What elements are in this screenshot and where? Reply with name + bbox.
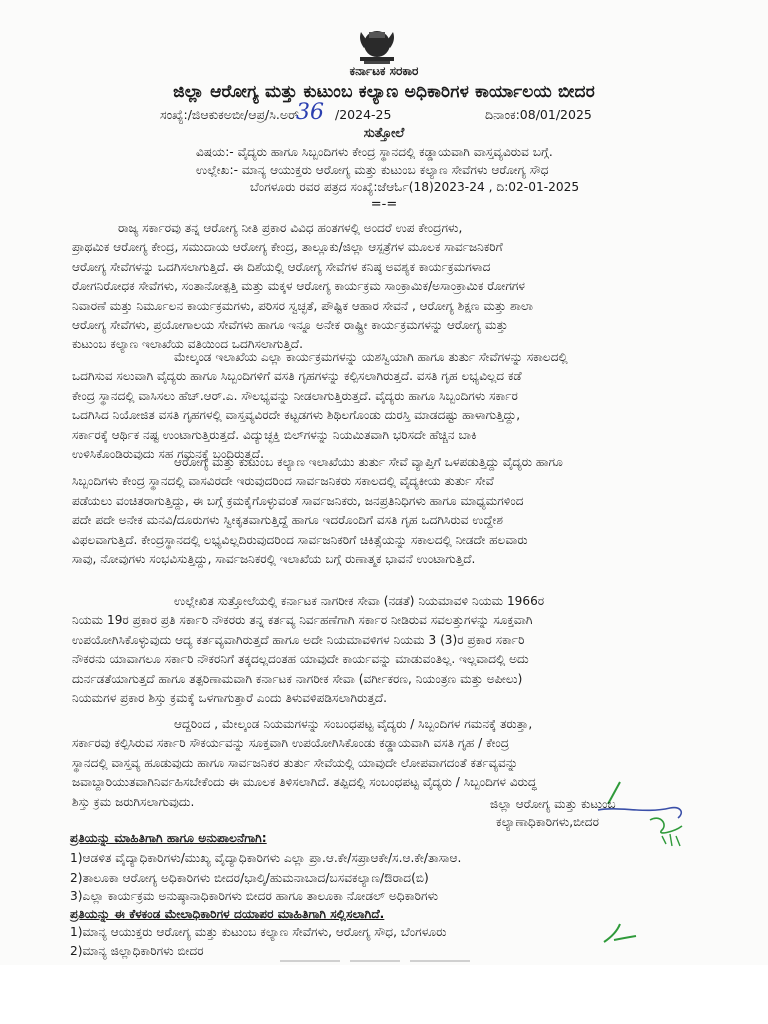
circular-title: ಸುತ್ತೋಲೆ: [363, 126, 405, 141]
body-paragraph-4: [72, 592, 732, 708]
paragraph-line: ಸಾವು, ನೋವುಗಳು ಸಂಭವಿಸುತ್ತಿದ್ದು, ಸಾರ್ವಜನಿಕರಲ್ಲಿ ಇಲಾಖೆಯ ಬಗ್ಗೆ ರುಣಾತ್ಮಕ ಭಾವನೆ ಉಂಟಾಗುತ್ತಿದೆ.: [72, 552, 476, 567]
body-paragraph-3: [72, 453, 732, 569]
distribution-item: 2)ತಾಲೂಕಾ ಆರೋಗ್ಯ ಅಧಿಕಾರಿಗಳು ಬೀದರ/ಭಾಲ್ಕಿ/ಹುಮನಾಬಾದ/ಬಸವಕಲ್ಯಾಣ/ಔರಾದ(ಬಿ): [70, 871, 429, 885]
separator-mark: =-=: [370, 197, 398, 212]
paragraph-line: ನಿಯಮಗಳ ಪ್ರಕಾರ ಶಿಸ್ತು ಕ್ರಮಕ್ಕೆ ಒಳಗಾಗುತ್ತಾರೆ ಎಂದು ತಿಳುವಳಿಪಡಿಸಲಾಗಿರುತ್ತದೆ.: [72, 691, 387, 706]
paragraph-line: ಸ್ಥಾನದಲ್ಲಿ ವಾಸ್ತವ್ಯ ಹೂಡುವುದು ಹಾಗೂ ಸಾರ್ವಜನಿಕರ ತುರ್ತು ಸೇವೆಯಲ್ಲಿ ಯಾವುದೇ ಲೋಪವಾಗದಂತೆ ಕರ್ತವ್ಯವನ್ನು: [72, 755, 518, 770]
signatory-line-1: ಜಿಲ್ಲಾ ಆರೋಗ್ಯ ಮತ್ತು ಕುಟುಂಬ: [490, 797, 616, 811]
reference-number-prefix: ಸಂಖ್ಯೆ:/ಜಿಆಕುಕಅಬೀ/ಆಪ್ರ/ಸಿ.ಅರ್: [160, 107, 299, 122]
paragraph-line: ಆರೋಗ್ಯ ಸೇವೆಗಳನ್ನು ಒದಗಿಸಲಾಗುತ್ತಿದೆ. ಈ ದಿಶೆಯಲ್ಲಿ ಆರೋಗ್ಯ ಸೇವೆಗಳ ಕನಿಷ್ಠ ಅವಶ್ಯಕ ಕಾರ್ಯಕ್ರಮಗಳಾದ: [72, 259, 491, 274]
paragraph-line: ನಿಯಮ 19ರ ಪ್ರಕಾರ ಪ್ರತಿ ಸರ್ಕಾರಿ ನೌಕರರು ತನ್ನ ಕರ್ತವ್ಯ ನಿರ್ವಹಣೆಗಾಗಿ ಸರ್ಕಾರ ನೀಡಿರುವ ಸವಲತ್ತುಗಳನ್ನು ಸೂಕ್ತವಾಗಿ: [72, 613, 533, 628]
paragraph-line: ಸಿಬ್ಬಂದಿಗಳು ಕೇಂದ್ರ ಸ್ಥಾನದಲ್ಲಿ ವಾಸವಿರದೇ ಇರುವುದರಿಂದ ಸಾರ್ವಜನಿಕರು ಸಕಾಲದಲ್ಲಿ ವೈದ್ಯಕೀಯ ತುರ್ತು ಸೇವೆ: [72, 474, 494, 489]
document-date: ದಿನಾಂಕ:08/01/2025: [485, 107, 592, 122]
paragraph-line: ಶಿಸ್ತು ಕ್ರಮ ಜರುಗಿಸಲಾಗುವುದು.: [72, 794, 195, 809]
distribution-item: 2)ಮಾನ್ಯ ಜಿಲ್ಲಾಧಿಕಾರಿಗಳು ಬೀದರ: [70, 944, 204, 958]
paragraph-line: ಉಲ್ಲೇಖಿತ ಸುತ್ತೋಲೆಯಲ್ಲಿ ಕರ್ನಾಟಕ ನಾಗರೀಕ ಸೇವಾ (ನಡತೆ) ನಿಯಮಾವಳಿ ನಿಯಮ 1966ರ: [174, 594, 545, 608]
green-tick-mark-icon: [600, 912, 640, 952]
paragraph-line: ಆದ್ದರಿಂದ , ಮೇಲ್ಕಂಡ ನಿಯಮಗಳನ್ನು ಸಂಬಂಧಪಟ್ಟ ವೈದ್ಯರು / ಸಿಬ್ಬಂದಿಗಳ ಗಮನಕ್ಕೆ ತರುತ್ತಾ,: [174, 717, 533, 731]
subject-line: ವಿಷಯ:- ವೈದ್ಯರು ಹಾಗೂ ಸಿಬ್ಬಂದಿಗಳು ಕೇಂದ್ರ ಸ್ಥಾನದಲ್ಲಿ ಕಡ್ಡಾಯವಾಗಿ ವಾಸ್ತವ್ಯವಿರುವ ಬಗ್ಗೆ.: [196, 145, 553, 159]
paragraph-line: ಕುಟುಂಬ ಕಲ್ಯಾಣ ಇಲಾಖೆಯ ವತಿಯಿಂದ ಒದಗಿಸಲಾಗುತ್ತಿದೆ.: [72, 337, 303, 352]
office-title: ಜಿಲ್ಲಾ ಆರೋಗ್ಯ ಮತ್ತು ಕುಟುಂಬ ಕಲ್ಯಾಣ ಅಧಿಕಾರಿಗಳ ಕಾರ್ಯಾಲಯ ಬೀದರ: [173, 82, 595, 102]
distribution-item: 1)ಆಡಳಿತ ವೈದ್ಯಾಧಿಕಾರಿಗಳು/ಮುಖ್ಯ ವೈದ್ಯಾಧಿಕಾರಿಗಳು ಎಲ್ಲಾ ಪ್ರಾ.ಆ.ಕೇ/ಸಪ್ರಾಆಕೇ/ಸ.ಆ.ಕೇ/ತಾಸಾಆ.: [70, 851, 462, 865]
distribution-heading-1: ಪ್ರತಿಯನ್ನು ಮಾಹಿತಿಗಾಗಿ ಹಾಗೂ ಅನುಪಾಲನೆಗಾಗಿ:: [70, 831, 267, 845]
paragraph-line: ಜವಾಬ್ದಾರಿಯುತವಾಗಿನಿರ್ವಹಿಸಬೇಕೆಂದು ಈ ಮೂಲಕ ತಿಳಿಸಲಾಗಿದೆ. ತಪ್ಪಿದಲ್ಲಿ ಸಂಬಂಧಪಟ್ಟ ವೈದ್ಯರು / ಸಿಬ್ಬಂದಿಗಳ ವಿರುದ್ಧ: [72, 775, 537, 790]
handwritten-signature-icon: [590, 780, 700, 850]
distribution-heading-2: ಪ್ರತಿಯನ್ನು ಈ ಕೆಳಕಂಡ ಮೇಲಾಧಿಕಾರಿಗಳ ದಯಾಪರ ಮಾಹಿತಿಗಾಗಿ ಸಲ್ಲಿಸಲಾಗಿದೆ.: [70, 907, 385, 921]
paragraph-line: ನಿವಾರಣೆ ಮತ್ತು ನಿರ್ಮೂಲನ ಕಾರ್ಯಕ್ರಮಗಳು, ಪರಿಸರ ಸ್ವಚ್ಛತೆ, ಪೌಷ್ಟಿಕ ಆಹಾರ ಸೇವನೆ , ಆರೋಗ್ಯ ಶಿಕ್ಷಣ ಮತ್ತು ಶಾಲಾ: [72, 298, 533, 313]
paragraph-line: ಒದಗಿಸಿದ ನಿಯೋಜಿತ ವಸತಿ ಗೃಹಗಳಲ್ಲಿ ವಾಸ್ತವ್ಯವಿರದೇ ಕಟ್ಟಡಗಳು ಶಿಥಿಲಗೊಂಡು ದುರಸ್ತಿ ಮಾಡದಷ್ಟು ಹಾಳಾಗುತ್ತಿದ್ದು,: [72, 408, 521, 423]
paragraph-line: ಉಪಯೋಗಿಸಿಕೊಳ್ಳುವುದು ಆದ್ಯ ಕರ್ತವ್ಯವಾಗಿರುತ್ತದೆ ಹಾಗೂ ಅದೇ ನಿಯಮಾವಳಿಗಳ ನಿಯಮ 3 (3)ರ ಪ್ರಕಾರ ಸರ್ಕಾರಿ: [72, 632, 525, 647]
reference-line-2: ಬೆಂಗಳೂರು ರವರ ಪತ್ರದ ಸಂಖ್ಯೆ:ಜೆಆರ್ಓ(18)2023-24 , ದಿ:02-01-2025: [250, 180, 580, 194]
reference-line-1: ಉಲ್ಲೇಖ:- ಮಾನ್ಯ ಆಯುಕ್ತರು ಆರೋಗ್ಯ ಮತ್ತು ಕುಟುಂಬ ಕಲ್ಯಾಣ ಸೇವೆಗಳು ಆರೋಗ್ಯ ಸೌಧ: [196, 163, 549, 177]
reference-number-handwritten: 36: [296, 100, 324, 125]
body-paragraph-1: [72, 219, 732, 355]
paragraph-line: ಉಳಿಸಿಕೊಂಡಿರುವುದು ಸಹ ಗಮನಕ್ಕೆ ಬಂದಿರುತ್ತದೆ.: [72, 447, 264, 462]
paragraph-line: ದುರ್ನಡತೆಯಾಗುತ್ತದೆ ಹಾಗೂ ತತ್ಪರಿಣಾಮವಾಗಿ ಕರ್ನಾಟಕ ನಾಗರೀಕ ಸೇವಾ (ವರ್ಗೀಕರಣ, ನಿಯಂತ್ರಣ ಮತ್ತು ಅಪೀಲು): [72, 671, 523, 686]
signatory-line-2: ಕಲ್ಯಾಣಾಧಿಕಾರಿಗಳು,ಬೀದರ: [496, 815, 600, 829]
paragraph-line: ಪದೇ ಪದೇ ಅನೇಕ ಮನವಿ/ದೂರುಗಳು ಸ್ವೀಕೃತವಾಗುತ್ತಿದ್ದೆ ಹಾಗೂ ಇದರೊಂದಿಗೆ ವಸತಿ ಗೃಹ ಒದಗಿಸಿರುವ ಉದ್ದೇಶ: [72, 513, 504, 528]
paragraph-line: ಸರ್ಕಾರವು ಕಲ್ಪಿಸಿರುವ ಸರ್ಕಾರಿ ಸೌಕರ್ಯವನ್ನು ಸೂಕ್ತವಾಗಿ ಉಪಯೋಗಿಸಿಕೊಂಡು ಕಡ್ಡಾಯವಾಗಿ ವಸತಿ ಗೃಹ / ಕೇಂದ್ರ: [72, 736, 510, 751]
paragraph-line: ರಾಜ್ಯ ಸರ್ಕಾರವು ತನ್ನ ಆರೋಗ್ಯ ನೀತಿ ಪ್ರಕಾರ ವಿವಿಧ ಹಂತಗಳಲ್ಲಿ ಅಂದರೆ ಉಪ ಕೇಂದ್ರಗಳು,: [118, 221, 463, 235]
reference-year: /2024-25: [335, 107, 392, 122]
paragraph-line: ಆರೋಗ್ಯ ಮತ್ತು ಕುಟುಂಬ ಕಲ್ಯಾಣ ಇಲಾಖೆಯು ತುರ್ತು ಸೇವೆ ವ್ಯಾಪ್ತಿಗೆ ಒಳಪಡುತ್ತಿದ್ದು ವೈದ್ಯರು ಹಾಗೂ: [174, 455, 563, 469]
body-paragraph-2: [72, 348, 732, 464]
state-emblem-icon: [352, 26, 402, 66]
paragraph-line: ರೋಗನಿರೋಧಕ ಸೇವೆಗಳು, ಸಂತಾನೋತ್ಪತ್ತಿ ಮತ್ತು ಮಕ್ಕಳ ಆರೋಗ್ಯ ಕಾರ್ಯಕ್ರಮ ಸಾಂಕ್ರಾಮಿಕ/ಅಸಾಂಕ್ರಾಮಿಕ ರೋಗಗಳ: [72, 279, 525, 294]
paragraph-line: ಕೇಂದ್ರ ಸ್ಥಾನದಲ್ಲಿ ವಾಸಿಸಲು ಹೆಚ್.ಆರ್.ಎ. ಸೌಲಭ್ಯವನ್ನು ನೀಡಲಾಗುತ್ತಿರುತ್ತದೆ. ವೈದ್ಯರು ಹಾಗೂ ಸಿಬ್ಬಂದಿಗಳು ಸರ್ಕಾರ: [72, 388, 518, 403]
distribution-item: 3)ಎಲ್ಲಾ ಕಾರ್ಯಕ್ರಮ ಅನುಷ್ಠಾನಾಧಿಕಾರಿಗಳು ಬೀದರ ಹಾಗೂ ತಾಲೂಕಾ ನೋಡಲ್ ಅಧಿಕಾರಿಗಳು: [70, 889, 439, 903]
paragraph-line: ಪ್ರಾಥಮಿಕ ಆರೋಗ್ಯ ಕೇಂದ್ರ, ಸಮುದಾಯ ಆರೋಗ್ಯ ಕೇಂದ್ರ, ತಾಲ್ಲೂಕು/ಜಿಲ್ಲಾ ಆಸ್ಪತ್ರೆಗಳ ಮೂಲಕ ಸಾರ್ವಜನಿಕರಿಗೆ: [72, 240, 503, 255]
paragraph-line: ವಿಫಲವಾಗುತ್ತಿದೆ. ಕೇಂದ್ರಸ್ಥಾನದಲ್ಲಿ ಲಭ್ಯವಿಲ್ಲದಿರುವುದರಿಂದ ಸಾರ್ವಜನಿಕರಿಗೆ ಚಿಕಿತ್ಸೆಯನ್ನು ಸಕಾಲದಲ್ಲಿ ನೀಡದೇ ಹಲವಾರು: [72, 532, 528, 547]
govt-label: ಕರ್ನಾಟಕ ಸರಕಾರ: [349, 64, 419, 78]
paragraph-line: ಮೇಲ್ಕಂಡ ಇಲಾಖೆಯ ಎಲ್ಲಾ ಕಾರ್ಯಕ್ರಮಗಳನ್ನು ಯಶಸ್ವಿಯಾಗಿ ಹಾಗೂ ತುರ್ತು ಸೇವೆಗಳನ್ನು ಸಕಾಲದಲ್ಲಿ: [174, 350, 568, 364]
paragraph-line: ಸರ್ಕಾರಕ್ಕೆ ಆರ್ಥಿಕ ನಷ್ಟ ಉಂಟಾಗುತ್ತಿರುತ್ತದೆ. ವಿದ್ಯುಚ್ಛಕ್ತಿ ಬಿಲ್‌ಗಳನ್ನು ನಿಯಮಿತವಾಗಿ ಭರಿಸದೇ ಹೆಚ್ಚಿನ ಬಾಕಿ: [72, 427, 477, 442]
paragraph-line: ಒದಗಿಸುವ ಸಲುವಾಗಿ ವೈದ್ಯರು ಹಾಗೂ ಸಿಬ್ಬಂದಿಗಳಿಗೆ ವಸತಿ ಗೃಹಗಳನ್ನು ಕಲ್ಪಿಸಲಾಗಿರುತ್ತದೆ. ವಸತಿ ಗೃಹ ಲಭ್ಯವಿಲ್ಲದ ಕಡೆ: [72, 369, 522, 384]
paragraph-line: ಪಡೆಯಲು ವಂಚಿತರಾಗುತ್ತಿದ್ದು, ಈ ಬಗ್ಗೆ ಕ್ರಮಕೈಗೊಳ್ಳುವಂತೆ ಸಾರ್ವಜನಿಕರು, ಜನಪ್ರತಿನಿಧಿಗಳು ಹಾಗೂ ಮಾಧ್ಯಮಗಳಿಂದ: [72, 493, 524, 508]
paragraph-line: ನೌಕರನು ಯಾವಾಗಲೂ ಸರ್ಕಾರಿ ನೌಕರನಿಗೆ ತಕ್ಕದಲ್ಲದಂತಹ ಯಾವುದೇ ಕಾರ್ಯವನ್ನು ಮಾಡುವಂತಿಲ್ಲ. ಇಲ್ಲವಾದಲ್ಲಿ ಅದು: [72, 652, 529, 667]
paragraph-line: ಆರೋಗ್ಯ ಸೇವೆಗಳು, ಪ್ರಯೋಗಾಲಯ ಸೇವೆಗಳು ಹಾಗೂ ಇನ್ನೂ ಅನೇಕ ರಾಷ್ಟ್ರೀ ಕಾರ್ಯಕ್ರಮಗಳನ್ನು ಆರೋಗ್ಯ ಮತ್ತು: [72, 318, 508, 333]
distribution-item: 1)ಮಾನ್ಯ ಆಯುಕ್ತರು ಆರೋಗ್ಯ ಮತ್ತು ಕುಟುಂಬ ಕಲ್ಯಾಣ ಸೇವೆಗಳು, ಆರೋಗ್ಯ ಸೌಧ, ಬೆಂಗಳೂರು: [70, 925, 447, 939]
bleed-through-text-icon: [280, 958, 480, 964]
